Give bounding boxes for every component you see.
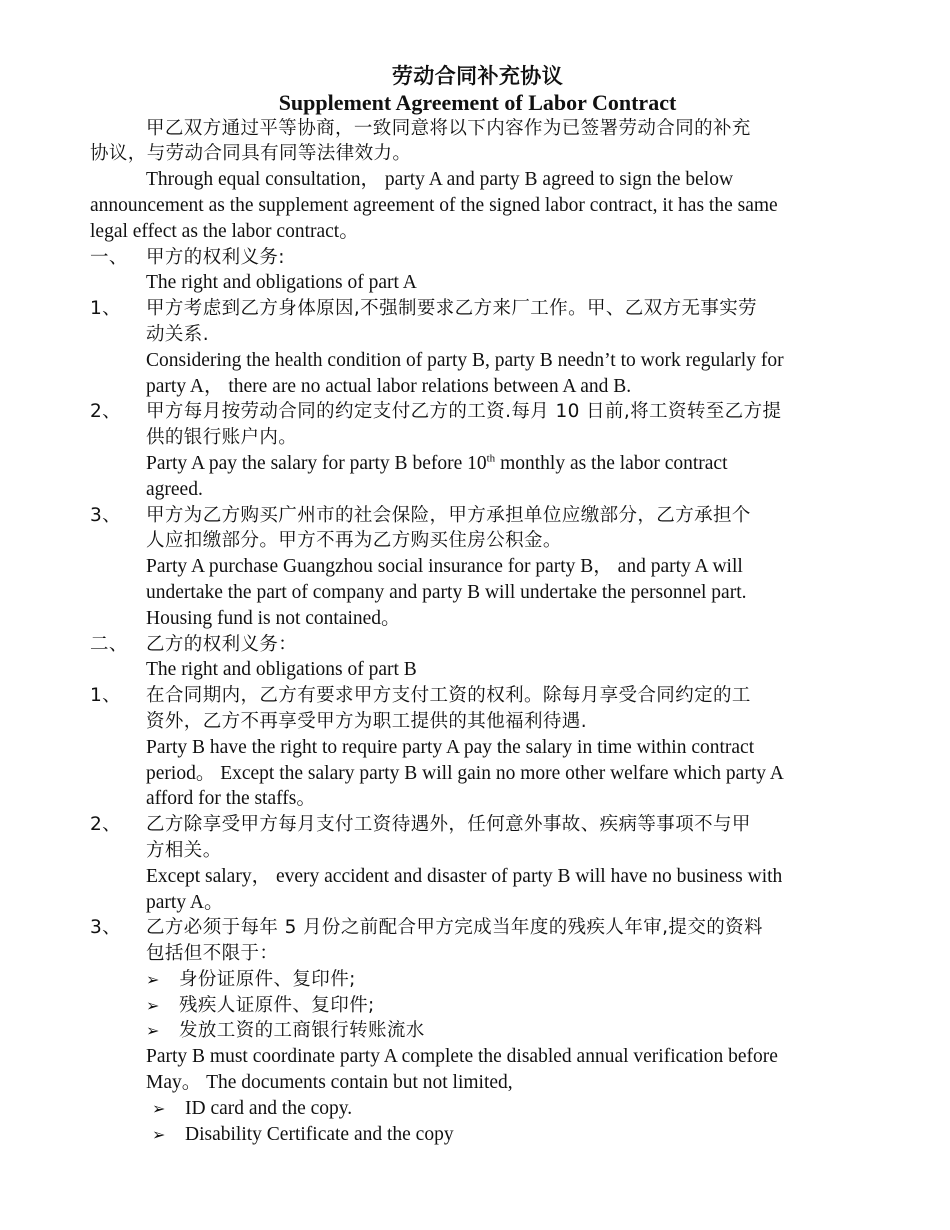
clause-number: 3、 [90, 504, 122, 526]
clause-text-en: May。 The documents contain but not limited, [146, 1072, 513, 1094]
list-item-text: 发放工资的工商银行转账流水 [179, 1020, 425, 1042]
section-heading [90, 632, 865, 658]
clause-line [90, 399, 865, 425]
clause-text-en: Considering the health condition of party B, party B needn’t to work regularly for [146, 349, 784, 371]
section-heading-zh: 乙方的权利义务： [146, 633, 298, 655]
list-item-text: 残疾人证原件、复印件; [179, 994, 375, 1016]
clause-text-zh: 甲方为乙方购买广州市的社会保险，甲方承担单位应缴部分，乙方承担个 [146, 504, 751, 526]
clause-number: 2、 [90, 401, 122, 423]
clause-number: 3、 [90, 917, 122, 939]
intro-zh-line: 协议，与劳动合同具有同等法律效力。 [90, 143, 412, 165]
arrow-bullet-icon: ➢ [146, 995, 160, 1015]
clause-text-zh: 包括但不限于： [146, 943, 279, 965]
clause-line [90, 915, 865, 941]
clause-text-zh: 人应扣缴部分。甲方不再为乙方购买住房公积金。 [146, 530, 562, 552]
title-english: Supplement Agreement of Labor Contract [278, 89, 677, 115]
section-heading-en: The right and obligations of part A [146, 272, 417, 294]
section-number: 一、 [90, 246, 128, 268]
intro-zh-line: 甲乙双方通过平等协商，一致同意将以下内容作为已签署劳动合同的补充 [146, 117, 751, 139]
arrow-bullet-icon: ➢ [146, 969, 160, 989]
list-item-text: Disability Certificate and the copy [185, 1123, 454, 1145]
list-item-text: ID card and the copy. [185, 1097, 353, 1119]
list-item [90, 993, 865, 1019]
arrow-bullet-icon: ➢ [146, 1021, 160, 1041]
ordinal-superscript: th [486, 452, 496, 465]
clause-text-en: Party A purchase Guangzhou social insurance for party B， and party A will [146, 556, 743, 578]
clause-text-zh: 方相关。 [146, 839, 222, 861]
clause-number: 1、 [90, 685, 122, 707]
intro-en-line: announcement as the supplement agreement of the signed labor contract, it has the same [90, 194, 778, 216]
clause-text-en [90, 451, 865, 477]
clause-number: 2、 [90, 814, 122, 836]
list-item [90, 1018, 865, 1044]
list-item [90, 1096, 865, 1122]
clause-text-en: afford for the staffs。 [146, 788, 316, 810]
title-chinese: 劳动合同补充协议 [391, 64, 564, 88]
intro-en-line: legal effect as the labor contract。 [90, 220, 359, 242]
clause-text-en: party A。 [146, 891, 224, 913]
clause-text-zh: 动关系. [146, 323, 209, 345]
clause-line [90, 503, 865, 529]
clause-line [90, 683, 865, 709]
section-heading [90, 245, 865, 271]
clause-text-en-part: Party A pay the salary for party B before 10 [146, 452, 487, 474]
clause-text-zh: 供的银行账户内。 [146, 427, 298, 449]
clause-text-en: Party B have the right to require party A pay the salary in time within contract [146, 736, 755, 758]
clause-text-zh: 甲方每月按劳动合同的约定支付乙方的工资.每月 10 日前,将工资转至乙方提 [146, 401, 782, 423]
clause-text-en: agreed. [146, 478, 203, 500]
arrow-bullet-icon: ➢ [152, 1124, 166, 1144]
document-page [90, 64, 865, 1147]
clause-text-zh: 在合同期内，乙方有要求甲方支付工资的权利。除每月享受合同约定的工 [146, 685, 751, 707]
list-item [90, 967, 865, 993]
section-number: 二、 [90, 633, 128, 655]
clause-text-zh: 乙方除享受甲方每月支付工资待遇外，任何意外事故、疾病等事项不与甲 [146, 814, 751, 836]
clause-text-zh: 甲方考虑到乙方身体原因,不强制要求乙方来厂工作。甲、乙双方无事实劳 [146, 298, 758, 320]
clause-text-en: Except salary， every accident and disaster of party B will have no business with [146, 865, 783, 887]
clause-line [90, 812, 865, 838]
clause-number: 1、 [90, 298, 122, 320]
section-heading-en: The right and obligations of part B [146, 659, 417, 681]
section-heading-zh: 甲方的权利义务: [146, 246, 285, 268]
list-item [90, 1122, 865, 1148]
intro-en-line: Through equal consultation， party A and party B agreed to sign the below [146, 169, 734, 191]
list-item-text: 身份证原件、复印件; [179, 968, 356, 990]
clause-line [90, 296, 865, 322]
clause-text-en: period。 Except the salary party B will gain no more other welfare which party A [146, 762, 784, 784]
arrow-bullet-icon: ➢ [152, 1098, 166, 1118]
clause-text-en: party A， there are no actual labor relations between A and B. [146, 375, 632, 397]
clause-text-en: undertake the part of company and party B will undertake the personnel part. [146, 581, 747, 603]
clause-text-en: Housing fund is not contained。 [146, 607, 401, 629]
clause-text-zh: 资外，乙方不再享受甲方为职工提供的其他福利待遇. [146, 710, 587, 732]
clause-text-en-part: monthly as the labor contract [495, 452, 728, 474]
clause-text-zh: 乙方必须于每年 5 月份之前配合甲方完成当年度的残疾人年审,提交的资料 [146, 917, 763, 939]
clause-text-en: Party B must coordinate party A complete the disabled annual verification before [146, 1046, 778, 1068]
